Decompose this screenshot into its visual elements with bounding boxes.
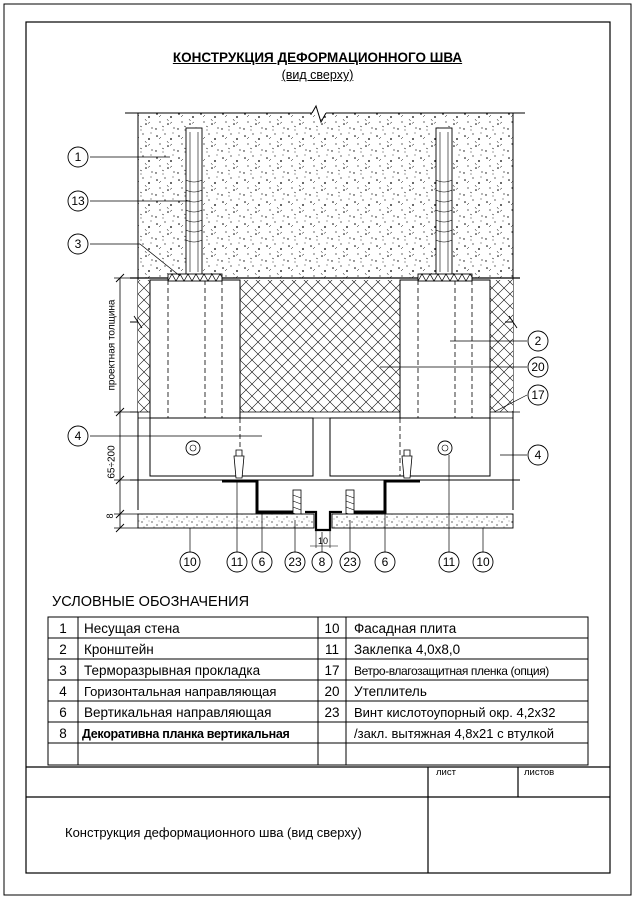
callout-4-left: 4 (74, 429, 82, 443)
legend-text: Декоративна планка вертикальная (82, 727, 290, 741)
dim-panel-thickness: 8 (105, 513, 115, 519)
drawing-title: КОНСТРУКЦИЯ ДЕФОРМАЦИОННОГО ШВА (172, 50, 463, 65)
legend-num: 23 (324, 705, 340, 720)
legend-text: Фасадная плита (354, 621, 457, 636)
callout-6-right: 6 (381, 555, 389, 569)
legend-num: 1 (59, 621, 67, 636)
legend-text: Вертикальная направляющая (84, 705, 272, 720)
callout-20: 20 (531, 360, 545, 374)
legend-num: 11 (324, 642, 339, 657)
callout-23-left: 23 (288, 555, 302, 569)
legend-text: Утеплитель (354, 684, 427, 699)
legend-num: 2 (59, 642, 67, 657)
legend-text: Терморазрывная прокладка (84, 663, 261, 678)
callout-8: 8 (318, 555, 326, 569)
legend-num: 6 (59, 705, 67, 720)
callout-4-right: 4 (534, 448, 542, 462)
callout-23-right: 23 (343, 555, 357, 569)
legend-text: Заклепка 4,0х8,0 (354, 642, 461, 657)
callout-2: 2 (534, 334, 542, 348)
callout-11-left: 11 (230, 555, 244, 569)
legend-text: /закл. вытяжная 4,8х21 с втулкой (354, 726, 555, 741)
legend-num: 20 (324, 684, 340, 699)
stamp-sheet-label: лист (436, 767, 456, 778)
dim-design-thickness: проектная толщина (106, 299, 118, 391)
legend-title: УСЛОВНЫЕ ОБОЗНАЧЕНИЯ (52, 594, 250, 610)
callout-10-left: 10 (183, 555, 197, 569)
callout-11-right: 11 (442, 555, 456, 569)
callout-17: 17 (531, 388, 545, 402)
legend-num: 8 (59, 726, 67, 741)
legend-text: Кронштейн (84, 642, 154, 657)
legend-text: Ветро-влагозащитная пленка (опция) (354, 664, 549, 678)
callout-6-left: 6 (258, 555, 266, 569)
legend-text: Несущая стена (84, 621, 180, 636)
drawing-subtitle: (вид сверху) (281, 68, 354, 82)
callout-10-right: 10 (476, 555, 490, 569)
legend-num: 10 (324, 621, 340, 636)
stamp-drawing-title: Конструкция деформационного шва (вид сверху) (65, 825, 362, 840)
callout-13: 13 (71, 194, 85, 208)
legend-num: 17 (324, 663, 340, 678)
legend-num: 3 (59, 663, 67, 678)
legend-text: Горизонтальная направляющая (84, 684, 277, 699)
dim-bracket-range: 65÷200 (106, 445, 118, 479)
legend-text: Винт кислотоупорный окр. 4,2х32 (354, 705, 556, 720)
stamp-sheets-label: листов (524, 767, 555, 778)
legend-num: 4 (59, 684, 67, 699)
callout-1: 1 (74, 150, 82, 164)
callout-3: 3 (74, 237, 82, 251)
dim-joint-gap: 10 (318, 536, 329, 546)
